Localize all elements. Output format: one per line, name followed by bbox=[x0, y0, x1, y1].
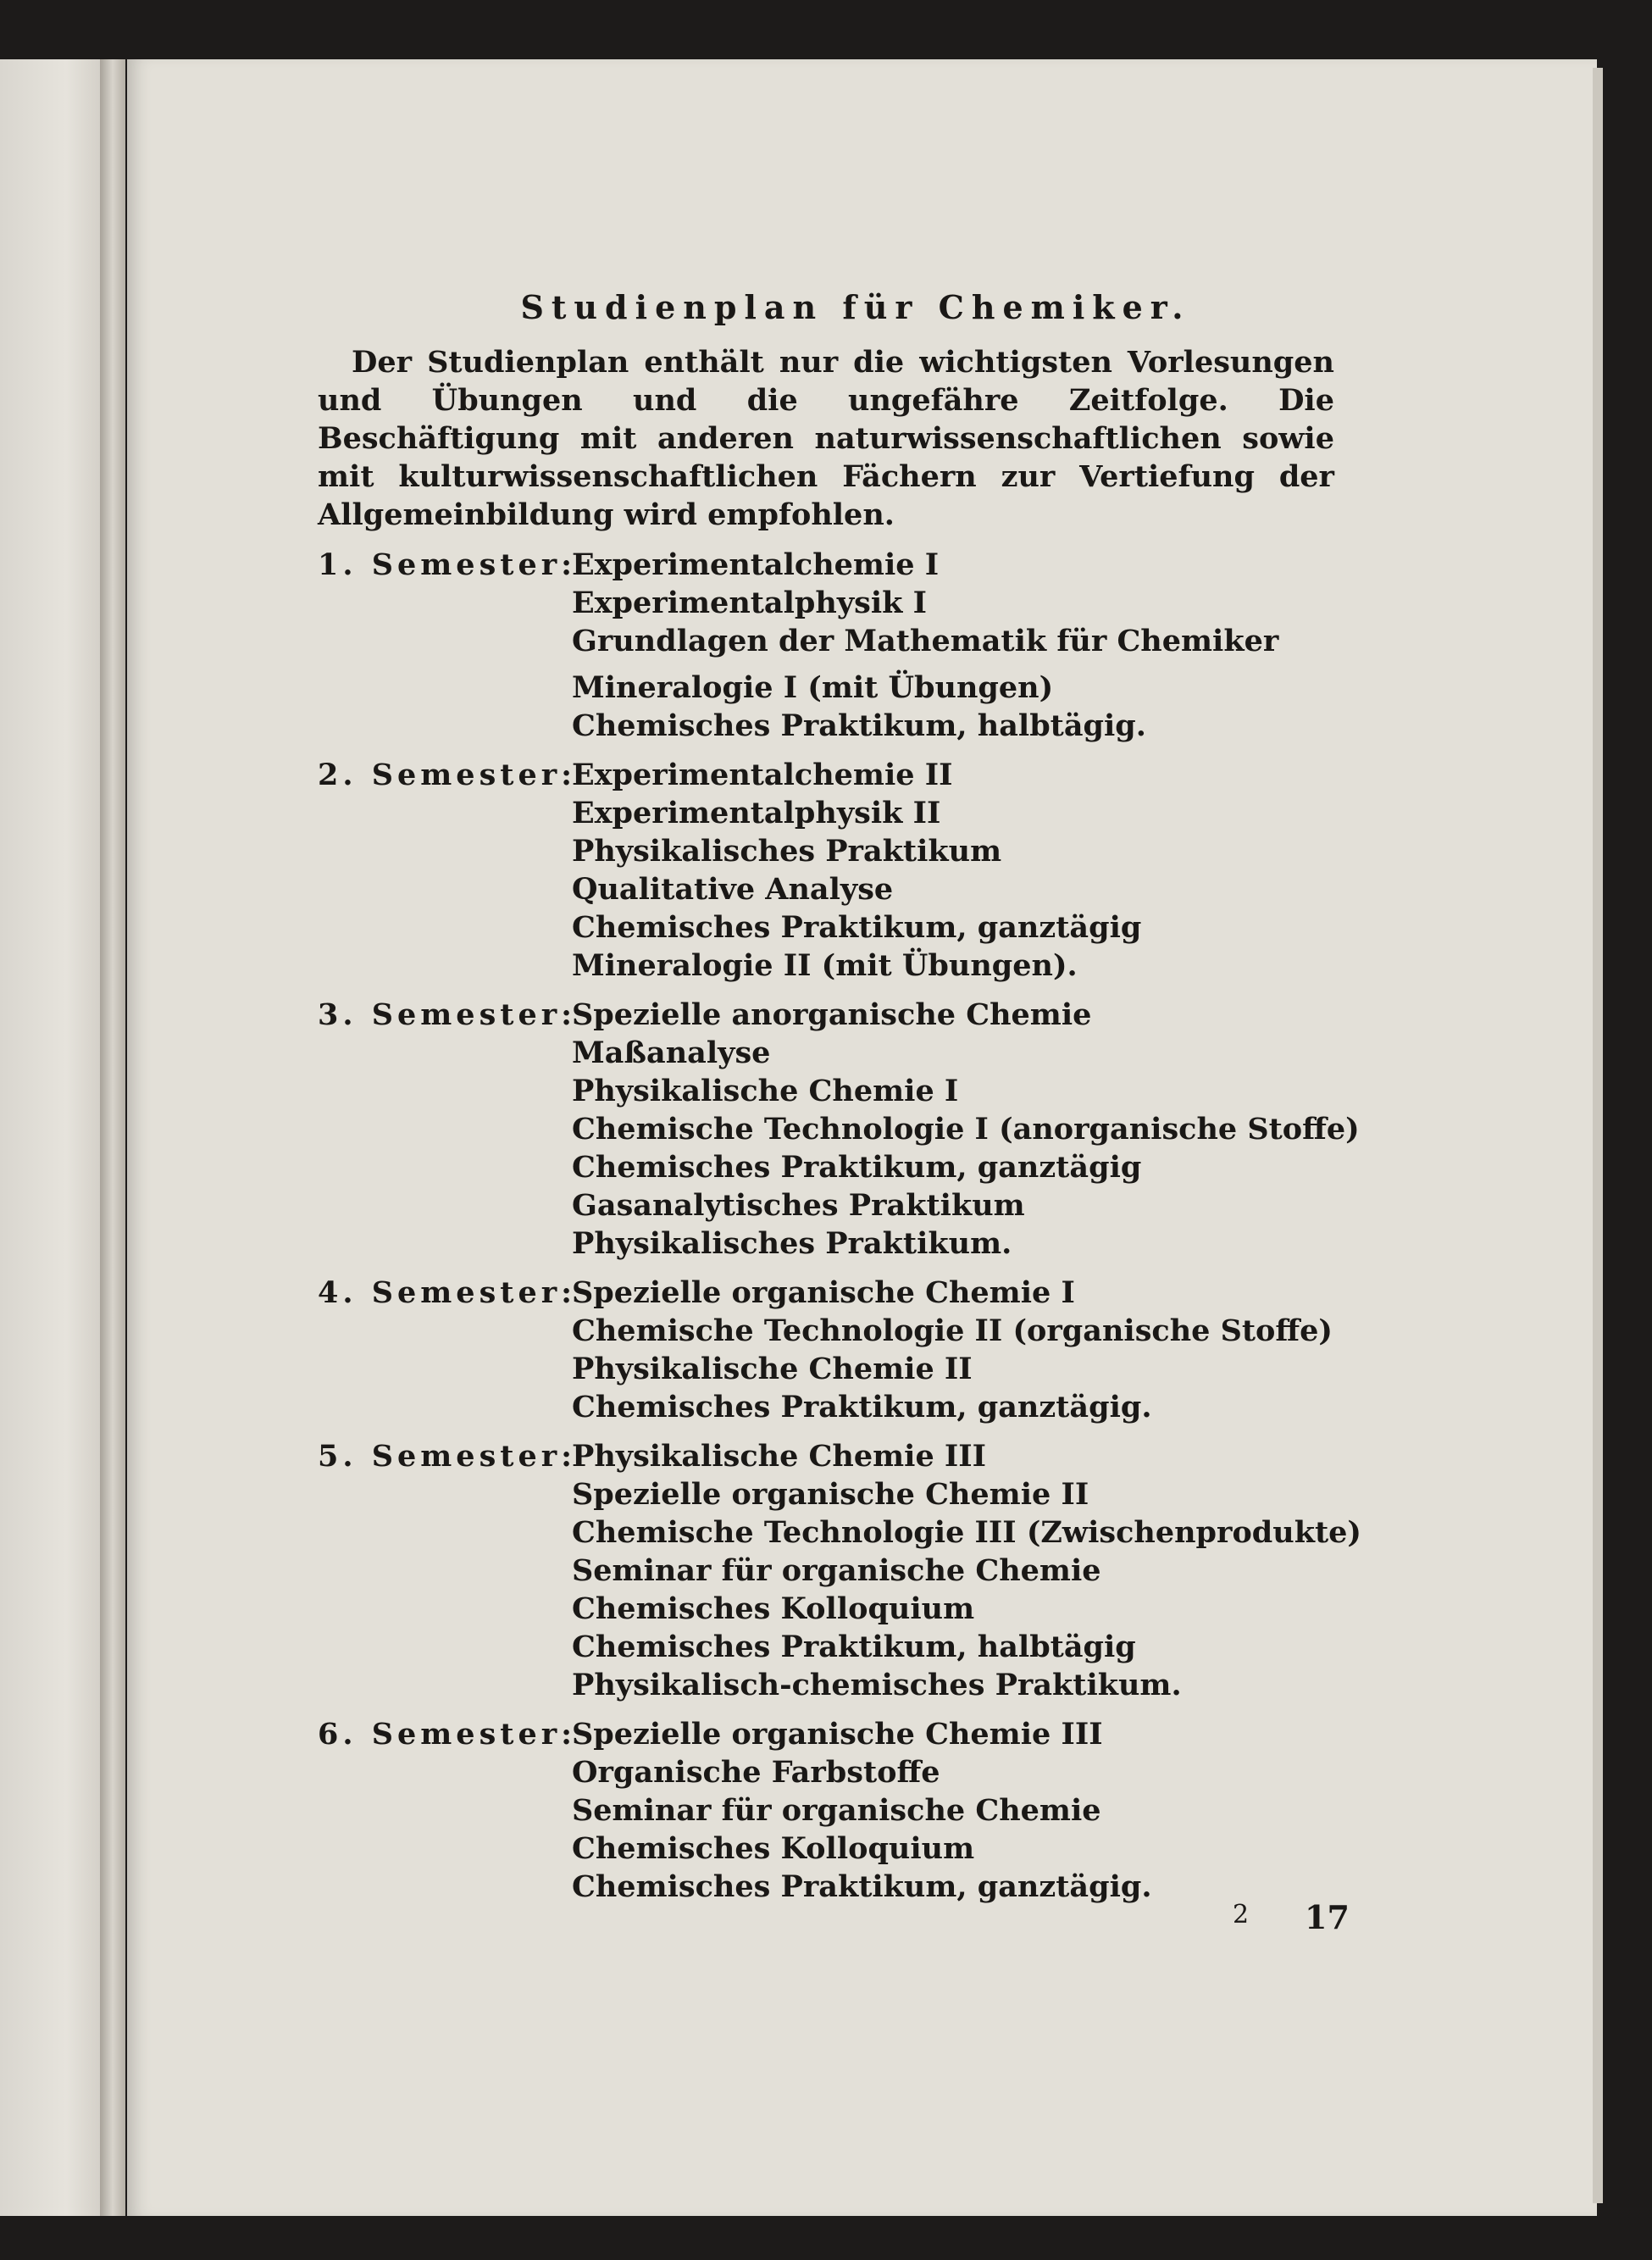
semester-label: 4. Semester: bbox=[318, 1275, 577, 1310]
page-number: 17 bbox=[1305, 1898, 1350, 1936]
course-item: Chemisches Praktikum, halbtägig. bbox=[572, 708, 1146, 743]
course-item: Chemisches Praktikum, ganztägig. bbox=[572, 1390, 1152, 1424]
course-list bbox=[572, 1715, 1152, 1906]
course-item: Spezielle organische Chemie III bbox=[572, 1717, 1103, 1752]
course-item: Chemische Technologie II (organische Stoffe) bbox=[572, 1313, 1333, 1348]
semester-label: 2. Semester: bbox=[318, 758, 577, 792]
course-item: Experimentalchemie I bbox=[572, 547, 940, 582]
course-item: Physikalisches Praktikum. bbox=[572, 1226, 1012, 1261]
intro-paragraph: Der Studienplan enthält nur die wichtigsten Vorlesungen und Übungen und die ungefähre Zeitfolge. Die Beschäftigung mit anderen naturwissenschaftlichen sowie mit kulturwissenschaftlichen Fächern zur Vertiefung der Allgemeinbildung wird empfohlen. bbox=[318, 345, 1334, 532]
course-item: Physikalisch-chemisches Praktikum. bbox=[572, 1668, 1182, 1702]
course-item: Seminar für organische Chemie bbox=[572, 1793, 1101, 1828]
book-gutter bbox=[100, 59, 125, 2216]
semester-2 bbox=[318, 756, 1334, 985]
course-item: Experimentalphysik II bbox=[572, 796, 941, 830]
course-list bbox=[572, 756, 1141, 985]
course-item: Chemische Technologie I (anorganische Stoffe) bbox=[572, 1112, 1360, 1147]
page-right-edge bbox=[1593, 68, 1603, 2203]
course-list bbox=[572, 1274, 1333, 1426]
semester-6 bbox=[318, 1715, 1334, 1906]
course-list bbox=[572, 996, 1360, 1263]
course-item: Chemisches Praktikum, ganztägig. bbox=[572, 1869, 1152, 1904]
semester-5 bbox=[318, 1437, 1361, 1704]
page-title: Studienplan für Chemiker. bbox=[520, 288, 1191, 326]
course-item: Chemisches Kolloquium bbox=[572, 1831, 975, 1866]
course-item: Physikalische Chemie III bbox=[572, 1439, 987, 1474]
course-item: Seminar für organische Chemie bbox=[572, 1553, 1101, 1588]
course-item: Physikalische Chemie II bbox=[572, 1352, 973, 1386]
course-item: Qualitative Analyse bbox=[572, 872, 894, 907]
course-item: Grundlagen der Mathematik für Chemiker bbox=[572, 624, 1279, 658]
course-item: Chemisches Praktikum, ganztägig bbox=[572, 1150, 1142, 1185]
course-item: Experimentalphysik I bbox=[572, 586, 927, 620]
semester-1 bbox=[318, 546, 1334, 745]
course-list bbox=[572, 546, 1278, 745]
course-item: Physikalische Chemie I bbox=[572, 1074, 959, 1108]
course-list bbox=[572, 1437, 1361, 1704]
course-item: Chemisches Praktikum, halbtägig bbox=[572, 1630, 1136, 1664]
semester-label: 1. Semester: bbox=[318, 547, 577, 582]
course-item: Mineralogie I (mit Übungen) bbox=[572, 670, 1054, 705]
course-item: Physikalisches Praktikum bbox=[572, 834, 1002, 869]
course-item: Maßanalyse bbox=[572, 1036, 771, 1070]
course-item: Chemisches Kolloquium bbox=[572, 1591, 975, 1626]
semester-label: 6. Semester: bbox=[318, 1717, 577, 1752]
signature-mark: 2 bbox=[1233, 1900, 1250, 1930]
course-item: Gasanalytisches Praktikum bbox=[572, 1188, 1025, 1223]
course-item: Experimentalchemie II bbox=[572, 758, 953, 792]
semester-label: 3. Semester: bbox=[318, 997, 577, 1032]
semester-4 bbox=[318, 1274, 1334, 1426]
course-item: Chemisches Praktikum, ganztägig bbox=[572, 910, 1142, 945]
semester-label: 5. Semester: bbox=[318, 1439, 577, 1474]
course-item: Spezielle organische Chemie I bbox=[572, 1275, 1075, 1310]
course-item: Spezielle anorganische Chemie bbox=[572, 997, 1092, 1032]
left-page-edge bbox=[0, 59, 112, 2216]
course-item: Chemische Technologie III (Zwischenprodukte) bbox=[572, 1515, 1361, 1550]
course-item: Spezielle organische Chemie II bbox=[572, 1477, 1089, 1512]
semester-3 bbox=[318, 996, 1360, 1263]
course-item: Mineralogie II (mit Übungen). bbox=[572, 948, 1078, 983]
course-item: Organische Farbstoffe bbox=[572, 1755, 940, 1790]
